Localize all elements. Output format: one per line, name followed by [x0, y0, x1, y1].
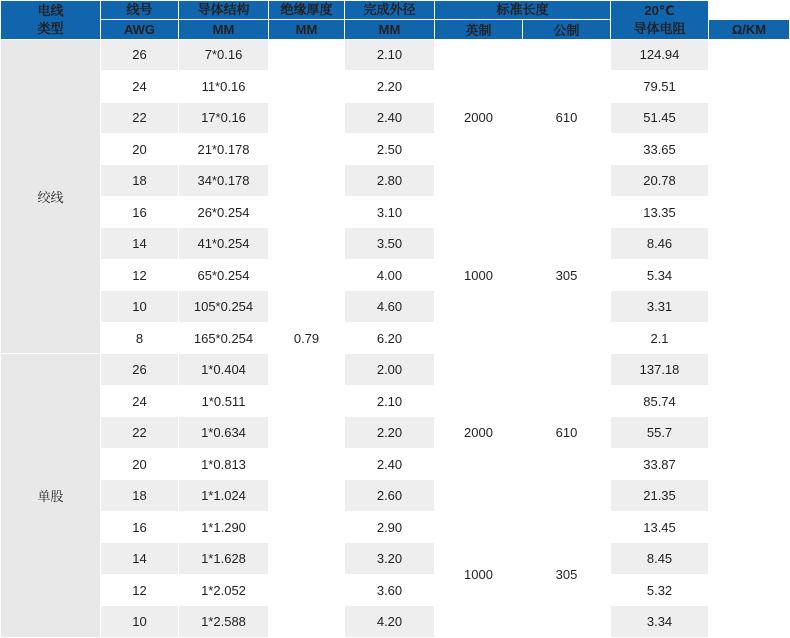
table-row [1, 448, 790, 479]
length-metric-cell: 305 [523, 511, 611, 637]
resistance-cell: 137.18 [611, 354, 709, 385]
awg-cell: 14 [101, 228, 179, 259]
table-row [1, 102, 790, 133]
resistance-cell: 33.87 [611, 448, 709, 479]
structure-cell: 21*0.178 [179, 134, 269, 165]
structure-cell: 17*0.16 [179, 102, 269, 133]
table-row [1, 385, 790, 416]
resistance-cell: 33.65 [611, 134, 709, 165]
table-row [1, 606, 790, 638]
table-row [1, 574, 790, 605]
awg-cell: 18 [101, 165, 179, 196]
length-metric-cell: 610 [523, 39, 611, 196]
subheader-thickness-unit: MM [269, 19, 345, 39]
structure-cell: 1*0.634 [179, 417, 269, 448]
header-standard-length: 标准长度 [435, 1, 611, 20]
length-metric-cell: 305 [523, 196, 611, 353]
subheader-structure-unit: MM [179, 19, 269, 39]
table-row [1, 71, 790, 102]
resistance-cell: 79.51 [611, 71, 709, 102]
finished-od-cell: 2.60 [345, 480, 435, 511]
awg-cell: 26 [101, 354, 179, 385]
length-imperial-cell: 2000 [435, 354, 523, 511]
awg-cell: 20 [101, 134, 179, 165]
structure-cell: 1*1.628 [179, 543, 269, 574]
table-row [1, 228, 790, 259]
awg-cell: 22 [101, 417, 179, 448]
finished-od-cell: 3.10 [345, 196, 435, 227]
resistance-cell: 51.45 [611, 102, 709, 133]
table-row [1, 354, 790, 385]
finished-od-cell: 2.10 [345, 385, 435, 416]
awg-cell: 24 [101, 385, 179, 416]
awg-cell: 18 [101, 480, 179, 511]
structure-cell: 65*0.254 [179, 259, 269, 290]
header-conductor-resistance: 20℃ 导体电阻 [611, 1, 709, 40]
length-metric-cell: 610 [523, 354, 611, 511]
table-row [1, 196, 790, 227]
table-row [1, 322, 790, 353]
structure-cell: 7*0.16 [179, 39, 269, 70]
resistance-cell: 20.78 [611, 165, 709, 196]
table-row [1, 511, 790, 542]
structure-cell: 26*0.254 [179, 196, 269, 227]
resistance-cell: 5.32 [611, 574, 709, 605]
resistance-cell: 55.7 [611, 417, 709, 448]
structure-cell: 165*0.254 [179, 322, 269, 353]
subheader-od-unit: MM [345, 19, 435, 39]
table-header [1, 1, 790, 40]
table-row [1, 165, 790, 196]
finished-od-cell: 2.80 [345, 165, 435, 196]
table-row [1, 417, 790, 448]
resistance-cell: 8.45 [611, 543, 709, 574]
header-row-main [1, 1, 790, 20]
awg-cell: 14 [101, 543, 179, 574]
table-row [1, 543, 790, 574]
finished-od-cell: 2.20 [345, 417, 435, 448]
finished-od-cell: 2.20 [345, 71, 435, 102]
finished-od-cell: 4.00 [345, 259, 435, 290]
structure-cell: 34*0.178 [179, 165, 269, 196]
structure-cell: 1*1.290 [179, 511, 269, 542]
structure-cell: 105*0.254 [179, 291, 269, 322]
resistance-cell: 21.35 [611, 480, 709, 511]
subheader-resistance-unit: Ω/KM [709, 19, 790, 39]
structure-cell: 1*0.813 [179, 448, 269, 479]
structure-cell: 11*0.16 [179, 71, 269, 102]
finished-od-cell: 2.50 [345, 134, 435, 165]
structure-cell: 1*0.511 [179, 385, 269, 416]
awg-cell: 16 [101, 511, 179, 542]
awg-cell: 26 [101, 39, 179, 70]
structure-cell: 1*2.052 [179, 574, 269, 605]
awg-cell: 8 [101, 322, 179, 353]
resistance-cell: 13.45 [611, 511, 709, 542]
finished-od-cell: 2.10 [345, 39, 435, 70]
header-insulation-thickness: 绝缘厚度 [269, 1, 345, 20]
awg-cell: 12 [101, 574, 179, 605]
subheader-length-metric: 公制 [523, 19, 611, 39]
structure-cell: 1*2.588 [179, 606, 269, 638]
finished-od-cell: 3.50 [345, 228, 435, 259]
resistance-cell: 13.35 [611, 196, 709, 227]
resistance-cell: 5.34 [611, 259, 709, 290]
finished-od-cell: 2.40 [345, 102, 435, 133]
length-imperial-cell: 1000 [435, 511, 523, 637]
finished-od-cell: 4.20 [345, 606, 435, 638]
resistance-cell: 8.46 [611, 228, 709, 259]
resistance-cell: 124.94 [611, 39, 709, 70]
wire-type-cell: 绞线 [1, 39, 101, 354]
structure-cell: 1*0.404 [179, 354, 269, 385]
subheader-awg: AWG [101, 19, 179, 39]
table-row [1, 134, 790, 165]
awg-cell: 16 [101, 196, 179, 227]
length-imperial-cell: 2000 [435, 39, 523, 196]
awg-cell: 24 [101, 71, 179, 102]
table-row [1, 259, 790, 290]
structure-cell: 1*1.024 [179, 480, 269, 511]
resistance-cell: 85.74 [611, 385, 709, 416]
length-imperial-cell: 1000 [435, 196, 523, 353]
table-row [1, 480, 790, 511]
header-wire-type: 电线 类型 [1, 1, 101, 40]
resistance-cell: 2.1 [611, 322, 709, 353]
finished-od-cell: 6.20 [345, 322, 435, 353]
finished-od-cell: 2.40 [345, 448, 435, 479]
finished-od-cell: 3.60 [345, 574, 435, 605]
finished-od-cell: 2.90 [345, 511, 435, 542]
header-wire-no: 线号 [101, 1, 179, 20]
subheader-length-imperial: 英制 [435, 19, 523, 39]
resistance-cell: 3.34 [611, 606, 709, 638]
awg-cell: 20 [101, 448, 179, 479]
structure-cell: 41*0.254 [179, 228, 269, 259]
insulation-thickness-cell: 0.79 [269, 39, 345, 637]
awg-cell: 12 [101, 259, 179, 290]
finished-od-cell: 3.20 [345, 543, 435, 574]
awg-cell: 10 [101, 291, 179, 322]
awg-cell: 22 [101, 102, 179, 133]
wire-type-cell: 单股 [1, 354, 101, 638]
resistance-cell: 3.31 [611, 291, 709, 322]
table-body [1, 39, 790, 637]
table-row [1, 291, 790, 322]
header-conductor-structure: 导体结构 [179, 1, 269, 20]
awg-cell: 10 [101, 606, 179, 638]
table-row [1, 39, 790, 70]
finished-od-cell: 4.60 [345, 291, 435, 322]
finished-od-cell: 2.00 [345, 354, 435, 385]
header-finished-od: 完成外径 [345, 1, 435, 20]
